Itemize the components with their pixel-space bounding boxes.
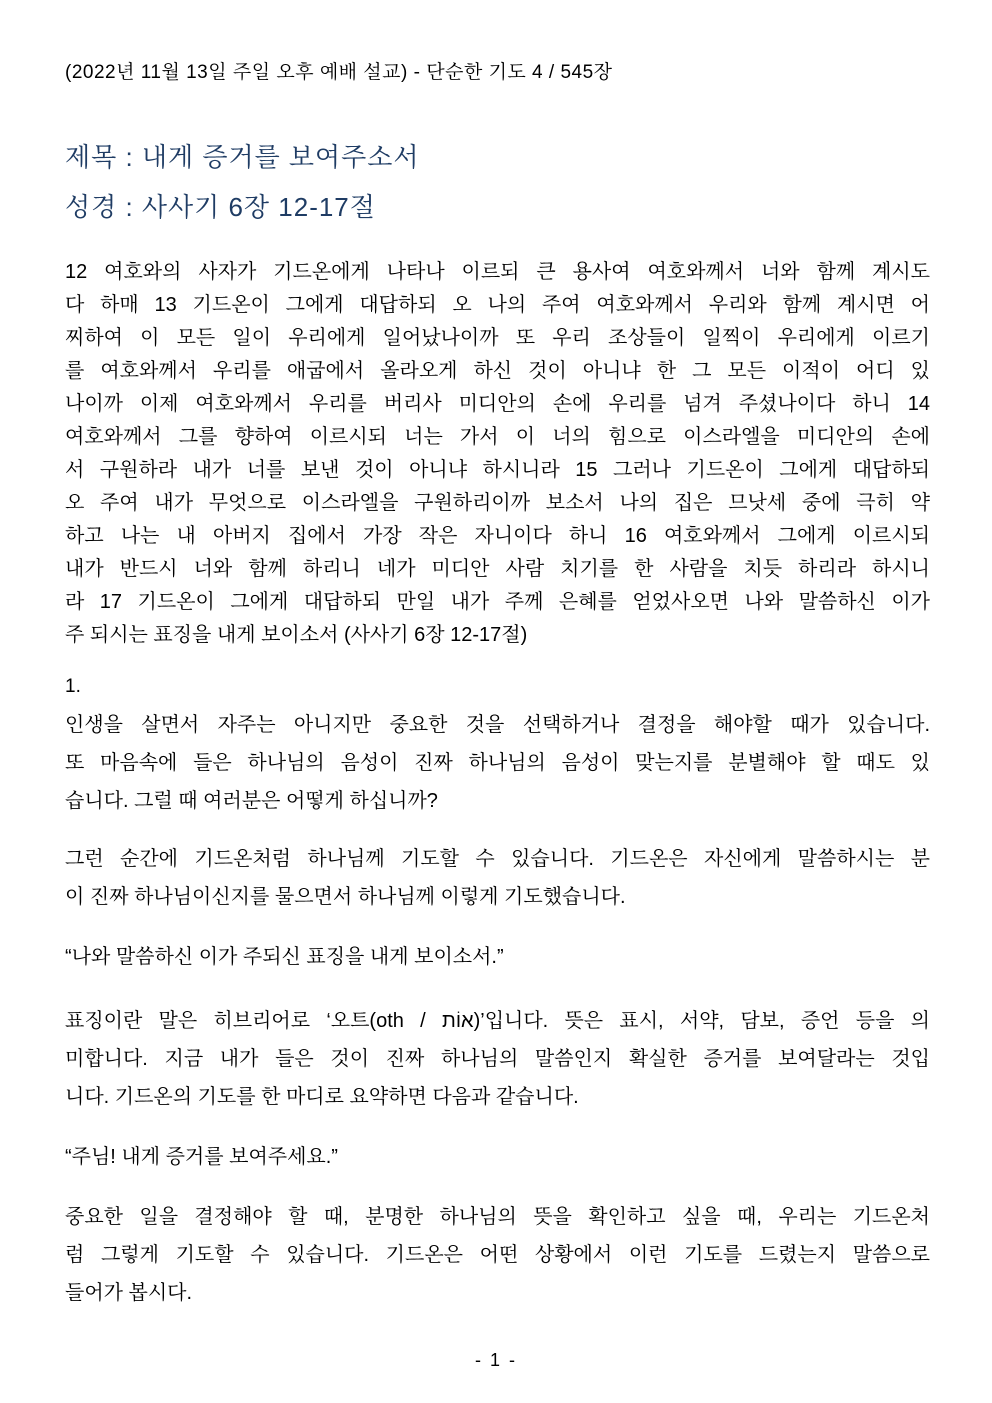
- text-line: 또 마음속에 들은 하나님의 음성이 진짜 하나님의 음성이 맞는지를 분별해야 할 때도 있: [65, 752, 930, 774]
- text-line: 니다. 기드온의 기도를 한 마디로 요약하면 다음과 같습니다.: [65, 1086, 579, 1108]
- text-line: 12 여호와의 사자가 기드온에게 나타나 이르되 큰 용사여 여호와께서 너와 함께 계시도: [65, 261, 930, 283]
- paragraph-gideon-prayer: [65, 840, 930, 916]
- text-line: 라 17 기드온이 그에게 대답하되 만일 내가 주께 은혜를 얻었사오면 나와 말씀하신 이가: [65, 591, 930, 613]
- document-header: (2022년 11월 13일 주일 오후 예배 설교) - 단순한 기도 4 / 545장: [65, 62, 613, 83]
- paragraph-oth-meaning: [65, 1002, 930, 1116]
- text-line: 이 진짜 하나님이신지를 물으면서 하나님께 이렇게 기도했습니다.: [65, 886, 626, 908]
- text-line: 찌하여 이 모든 일이 우리에게 일어났나이까 또 우리 조상들이 일찍이 우리에게 이르기: [65, 327, 930, 349]
- scripture-reference: 성경 : 사사기 6장 12-17절: [65, 192, 376, 222]
- text-line: 서 구원하라 내가 너를 보낸 것이 아니냐 하시니라 15 그러나 기드온이 그에게 대답하되: [65, 459, 930, 481]
- text-line: 를 여호와께서 우리를 애굽에서 올라오게 하신 것이 아니냐 한 그 모든 이적이 어디 있: [65, 360, 930, 382]
- text-line: 미합니다. 지금 내가 들은 것이 진짜 하나님의 말씀인지 확실한 증거를 보여달라는 것입: [65, 1048, 930, 1070]
- text-line: 럼 그렇게 기도할 수 있습니다. 기드온은 어떤 상황에서 이런 기도를 드렸는지 말씀으로: [65, 1244, 930, 1266]
- text-line: 여호와께서 그를 향하여 이르시되 너는 가서 이 너의 힘으로 이스라엘을 미디안의 손에: [65, 426, 930, 448]
- text-line: 그런 순간에 기드온처럼 하나님께 기도할 수 있습니다. 기드온은 자신에게 말씀하시는 분: [65, 848, 930, 870]
- title-block: [65, 132, 930, 232]
- text-line: 오 주여 내가 무엇으로 이스라엘을 구원하리이까 보소서 나의 집은 므낫세 중에 극히 약: [65, 492, 930, 514]
- sermon-title: 제목 : 내게 증거를 보여주소서: [65, 142, 420, 172]
- quote-show-me-a-sign: “나와 말씀하신 이가 주되신 표징을 내게 보이소서.”: [65, 946, 504, 968]
- text-line: 중요한 일을 결정해야 할 때, 분명한 하나님의 뜻을 확인하고 싶을 때, 우리는 기드온처: [65, 1206, 930, 1228]
- paragraph-closing: [65, 1198, 930, 1312]
- paragraph-intro: [65, 706, 930, 820]
- text-line: 다 하매 13 기드온이 그에게 대답하되 오 나의 주여 여호와께서 우리와 함께 계시면 어: [65, 294, 930, 316]
- scripture-passage: [65, 256, 930, 652]
- text-line: 습니다. 그럴 때 여러분은 어떻게 하십니까?: [65, 790, 438, 812]
- quote-show-me-evidence: “주님! 내게 증거를 보여주세요.”: [65, 1146, 338, 1168]
- text-line: 내가 반드시 너와 함께 하리니 네가 미디안 사람 치기를 한 사람을 치듯 하리라 하시니: [65, 558, 930, 580]
- text-line: 주 되시는 표징을 내게 보이소서 (사사기 6장 12-17절): [65, 624, 528, 646]
- page-number: - 1 -: [474, 1350, 517, 1370]
- text-line: 들어가 봅시다.: [65, 1282, 193, 1304]
- text-line: 하고 나는 내 아버지 집에서 가장 작은 자니이다 하니 16 여호와께서 그에게 이르시되: [65, 525, 930, 547]
- section-number: 1.: [65, 676, 81, 697]
- text-line: 표징이란 말은 히브리어로 ‘오트(oth / אוֹת)’입니다. 뜻은 표시, 서약, 담보, 증언 등을 의: [65, 1010, 930, 1032]
- text-line: 인생을 살면서 자주는 아니지만 중요한 것을 선택하거나 결정을 해야할 때가 있습니다.: [65, 714, 930, 736]
- text-line: 나이까 이제 여호와께서 우리를 버리사 미디안의 손에 우리를 넘겨 주셨나이다 하니 14: [65, 393, 930, 415]
